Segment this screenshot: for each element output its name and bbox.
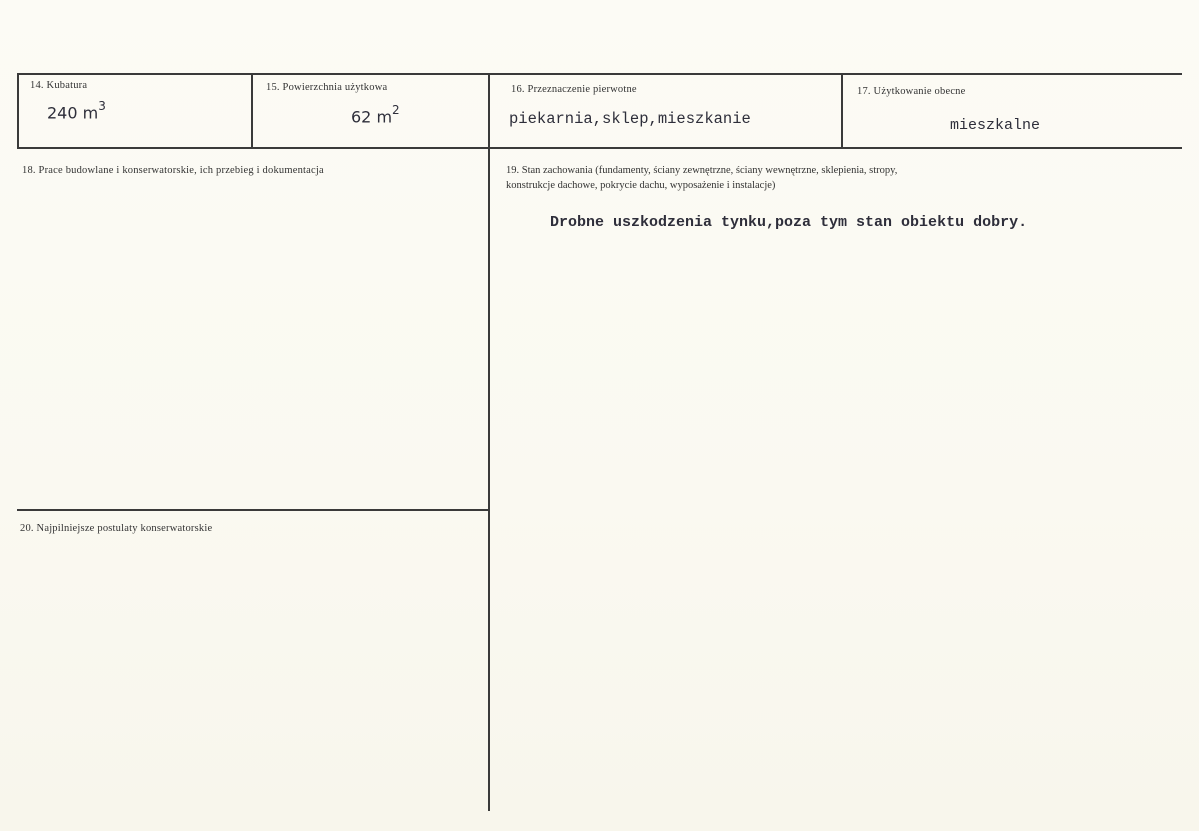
uzytkowanie-value: mieszkalne (950, 117, 1041, 134)
stan-zachowania-value: Drobne uszkodzenia tynku,poza tym stan obiektu dobry. (550, 214, 1028, 231)
kubatura-label: 14. Kubatura (30, 80, 88, 91)
divider-main (488, 73, 490, 811)
postulaty-label: 20. Najpilniejsze postulaty konserwatorskie (20, 523, 213, 534)
row1-bottom-rule (17, 147, 1182, 149)
divider-14-15 (251, 73, 253, 148)
kubatura-exponent: 3 (98, 99, 106, 113)
section18-bottom-rule (17, 509, 488, 511)
left-border (17, 73, 19, 148)
powierzchnia-value (351, 105, 400, 126)
stan-zachowania-label (506, 163, 1066, 193)
powierzchnia-number: 62 m (351, 107, 393, 127)
uzytkowanie-label: 17. Użytkowanie obecne (857, 86, 966, 97)
powierzchnia-exponent: 2 (392, 103, 400, 117)
przeznaczenie-label: 16. Przeznaczenie pierwotne (511, 84, 637, 95)
przeznaczenie-value: piekarnia,sklep,mieszkanie (509, 110, 751, 128)
divider-16-17 (841, 73, 843, 148)
prace-budowlane-label: 18. Prace budowlane i konserwatorskie, ich przebieg i dokumentacja (22, 165, 324, 176)
powierzchnia-label: 15. Powierzchnia użytkowa (266, 82, 388, 93)
stan-zachowania-label-line2: konstrukcje dachowe, pokrycie dachu, wyposażenie i instalacje) (506, 180, 776, 191)
kubatura-value (47, 101, 106, 122)
kubatura-number: 240 m (47, 103, 99, 123)
top-rule (17, 73, 1182, 75)
stan-zachowania-label-line1: 19. Stan zachowania (fundamenty, ściany zewnętrzne, ściany wewnętrzne, sklepienia, stropy, (506, 165, 898, 176)
